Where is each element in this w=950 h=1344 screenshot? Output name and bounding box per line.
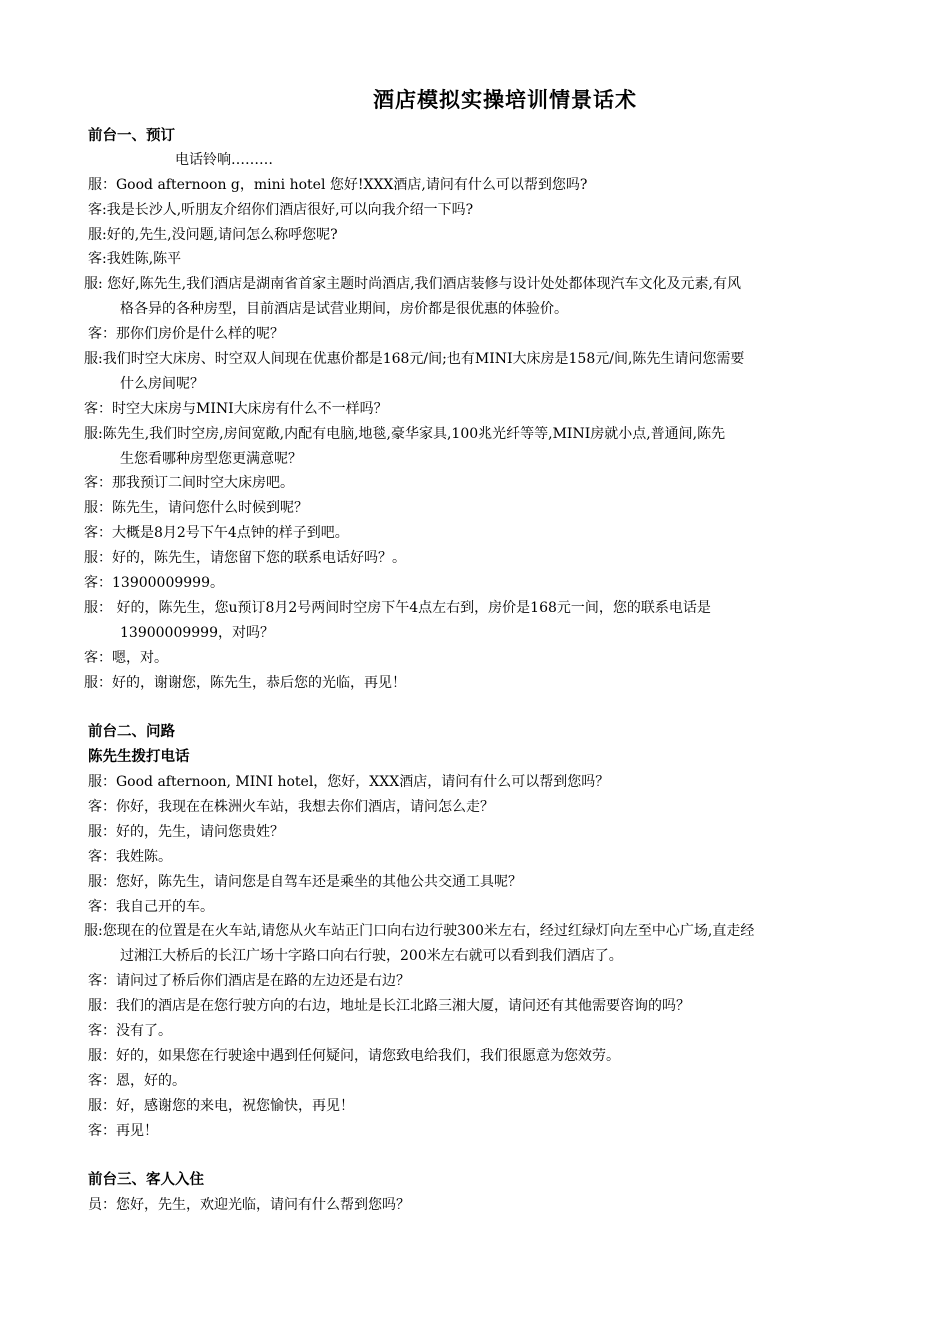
dialogue-line: 服：我们的酒店是在您行驶方向的右边，地址是长江北路三湘大厦，请问还有其他需要咨询的吗？: [88, 998, 690, 1014]
dialogue-line: 服：您好，陈先生，请问您是自驾车还是乘坐的其他公共交通工具呢？: [88, 874, 522, 890]
dialogue-line: 客：大概是8月2号下午4点钟的样子到吧。: [84, 525, 349, 541]
dialogue-line: 服：好的，如果您在行驶途中遇到任何疑问，请您致电给我们，我们很愿意为您效劳。: [88, 1048, 620, 1064]
dialogue-line: 客：时空大床房与MINI大床房有什么不一样吗？: [84, 401, 388, 417]
section-heading-check-in: 前台三、客人入住: [88, 1172, 204, 1188]
dialogue-line: 客:我姓陈,陈平: [88, 251, 182, 267]
dialogue-line: 客：恩，好的。: [88, 1073, 186, 1089]
dialogue-line: 服： 好的，陈先生，您u预订8月2号两间时空房下午4点左右到，房价是168元一间，您的联系电话是: [84, 600, 711, 616]
dialogue-line: 服：好的，陈先生，请您留下您的联系电话好吗？。: [84, 550, 406, 566]
dialogue-line: 客：你好，我现在在株洲火车站，我想去你们酒店，请问怎么走？: [88, 799, 494, 815]
dialogue-line: 客：我姓陈。: [88, 849, 172, 865]
dialogue-line: 服：好的，谢谢您，陈先生，恭后您的光临，再见！: [84, 675, 406, 691]
dialogue-line: 客：我自己开的车。: [88, 899, 214, 915]
dialogue-line-continuation: 格各异的各种房型，目前酒店是试营业期间，房价都是很优惠的体验价。: [120, 301, 568, 317]
dialogue-line: 客:我是长沙人,听朋友介绍你们酒店很好,可以向我介绍一下吗?: [88, 202, 474, 218]
dialogue-line: 服：陈先生，请问您什么时候到呢？: [84, 500, 308, 516]
dialogue-line: 服:陈先生,我们时空房,房间宽敞,内配有电脑,地毯,豪华家具,100兆光纤等等,MINI房就小点,普通间,陈先: [84, 426, 726, 442]
dialogue-line: 服:好的,先生,没问题,请问怎么称呼您呢?: [88, 227, 338, 243]
dialogue-line: 客：请问过了桥后你们酒店是在路的左边还是右边？: [88, 973, 410, 989]
dialogue-line: 客：再见！: [88, 1123, 158, 1139]
section-heading-booking: 前台一、预订: [88, 128, 175, 144]
dialogue-line-continuation: 过湘江大桥后的长江广场十字路口向右行驶，200米左右就可以看到我们酒店了。: [120, 948, 623, 964]
section-heading-directions: 前台二、问路: [88, 724, 175, 740]
dialogue-line: 客：没有了。: [88, 1023, 172, 1039]
dialogue-line-continuation: 什么房间呢？: [120, 376, 204, 392]
dialogue-line: 客：嗯，对。: [84, 650, 168, 666]
document-title: 酒店模拟实操培训情景话术: [373, 87, 637, 112]
dialogue-line-continuation: 13900009999，对吗？: [120, 625, 274, 641]
dialogue-line: 服：Good afternoon g，mini hotel 您好!XXX酒店,请问有什么可以帮到您吗?: [88, 177, 588, 193]
dialogue-line: 服:您现在的位置是在火车站,请您从火车站正门口向右边行驶300米左右，经过红绿灯向左至中心广场,直走经: [84, 923, 755, 939]
dialogue-line-continuation: 生您看哪种房型您更满意呢？: [120, 451, 302, 467]
dialogue-line: 服：好，感谢您的来电，祝您愉快，再见！: [88, 1098, 354, 1114]
dialogue-line: 客：13900009999。: [84, 575, 224, 591]
dialogue-line: 服：Good afternoon, MINI hotel，您好，XXX酒店，请问有什么可以帮到您吗？: [88, 774, 610, 790]
dialogue-line: 服:我们时空大床房、时空双人间现在优惠价都是168元/间;也有MINI大床房是158元/间,陈先生请问您需要: [84, 351, 745, 367]
dialogue-line: 服：好的，先生，请问您贵姓？: [88, 824, 284, 840]
dialogue-line: 员：您好，先生，欢迎光临，请问有什么帮到您吗？: [88, 1197, 410, 1213]
dialogue-line: 客：那你们房价是什么样的呢？: [88, 326, 284, 342]
section-subheading: 陈先生拨打电话: [88, 749, 190, 765]
stage-direction: 电话铃响………: [175, 152, 273, 168]
dialogue-line: 客：那我预订二间时空大床房吧。: [84, 475, 294, 491]
dialogue-line: 服: 您好,陈先生,我们酒店是湖南省首家主题时尚酒店,我们酒店装修与设计处处都体现汽车文化及元素,有风: [84, 276, 741, 292]
